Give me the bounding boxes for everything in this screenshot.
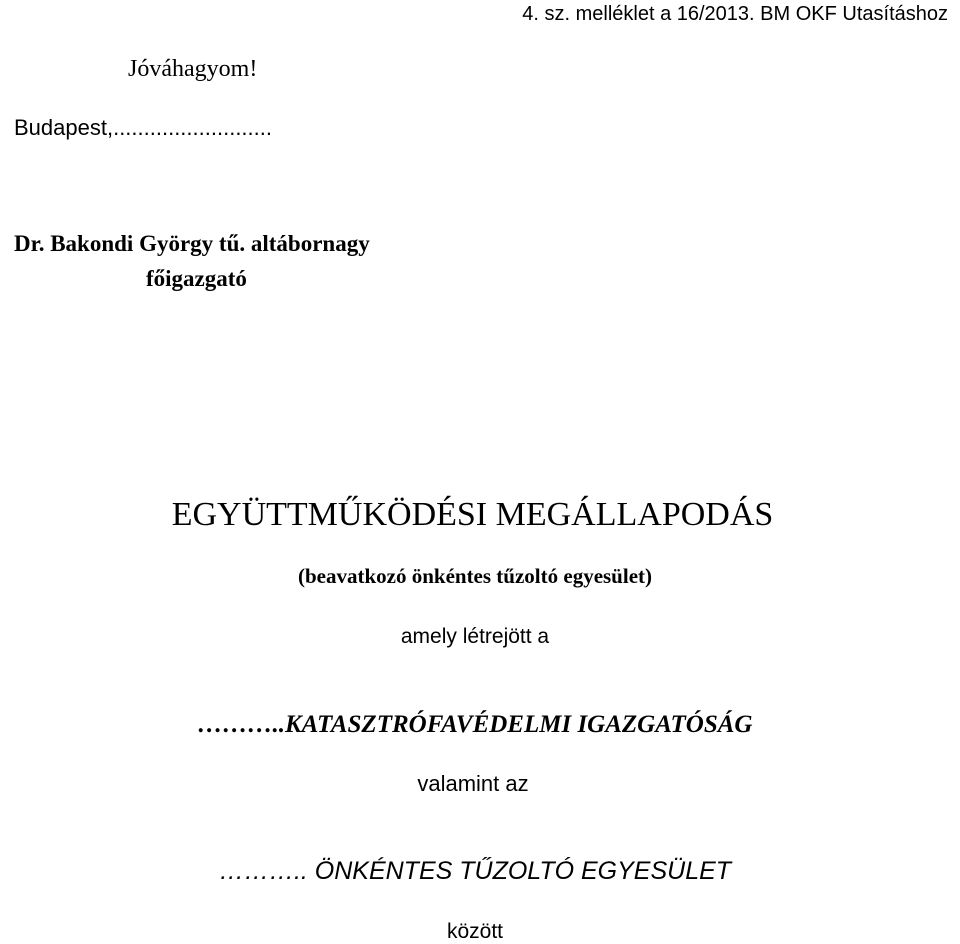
intro-line: amely létrejött a: [400, 625, 550, 648]
document-subtitle: (beavatkozó önkéntes tűzoltó egyesület): [297, 564, 653, 588]
signatory-title: főigazgató: [146, 266, 247, 291]
conjunction-line: valamint az: [417, 771, 529, 796]
document-title: EGYÜTTMŰKÖDÉSI MEGÁLLAPODÁS: [171, 496, 774, 533]
party-directorate: ………..KATASZTRÓFAVÉDELMI IGAZGATÓSÁG: [197, 711, 753, 738]
place-date-line: Budapest,..........................: [14, 115, 272, 140]
party-association: ……….. ÖNKÉNTES TŰZOLTÓ EGYESÜLET: [218, 857, 732, 885]
signatory-name: Dr. Bakondi György tű. altábornagy: [14, 231, 370, 256]
approval-text: Jóváhagyom!: [128, 56, 258, 82]
annex-note: 4. sz. melléklet a 16/2013. BM OKF Utasításhoz: [522, 3, 948, 25]
closing-line: között: [446, 920, 504, 943]
